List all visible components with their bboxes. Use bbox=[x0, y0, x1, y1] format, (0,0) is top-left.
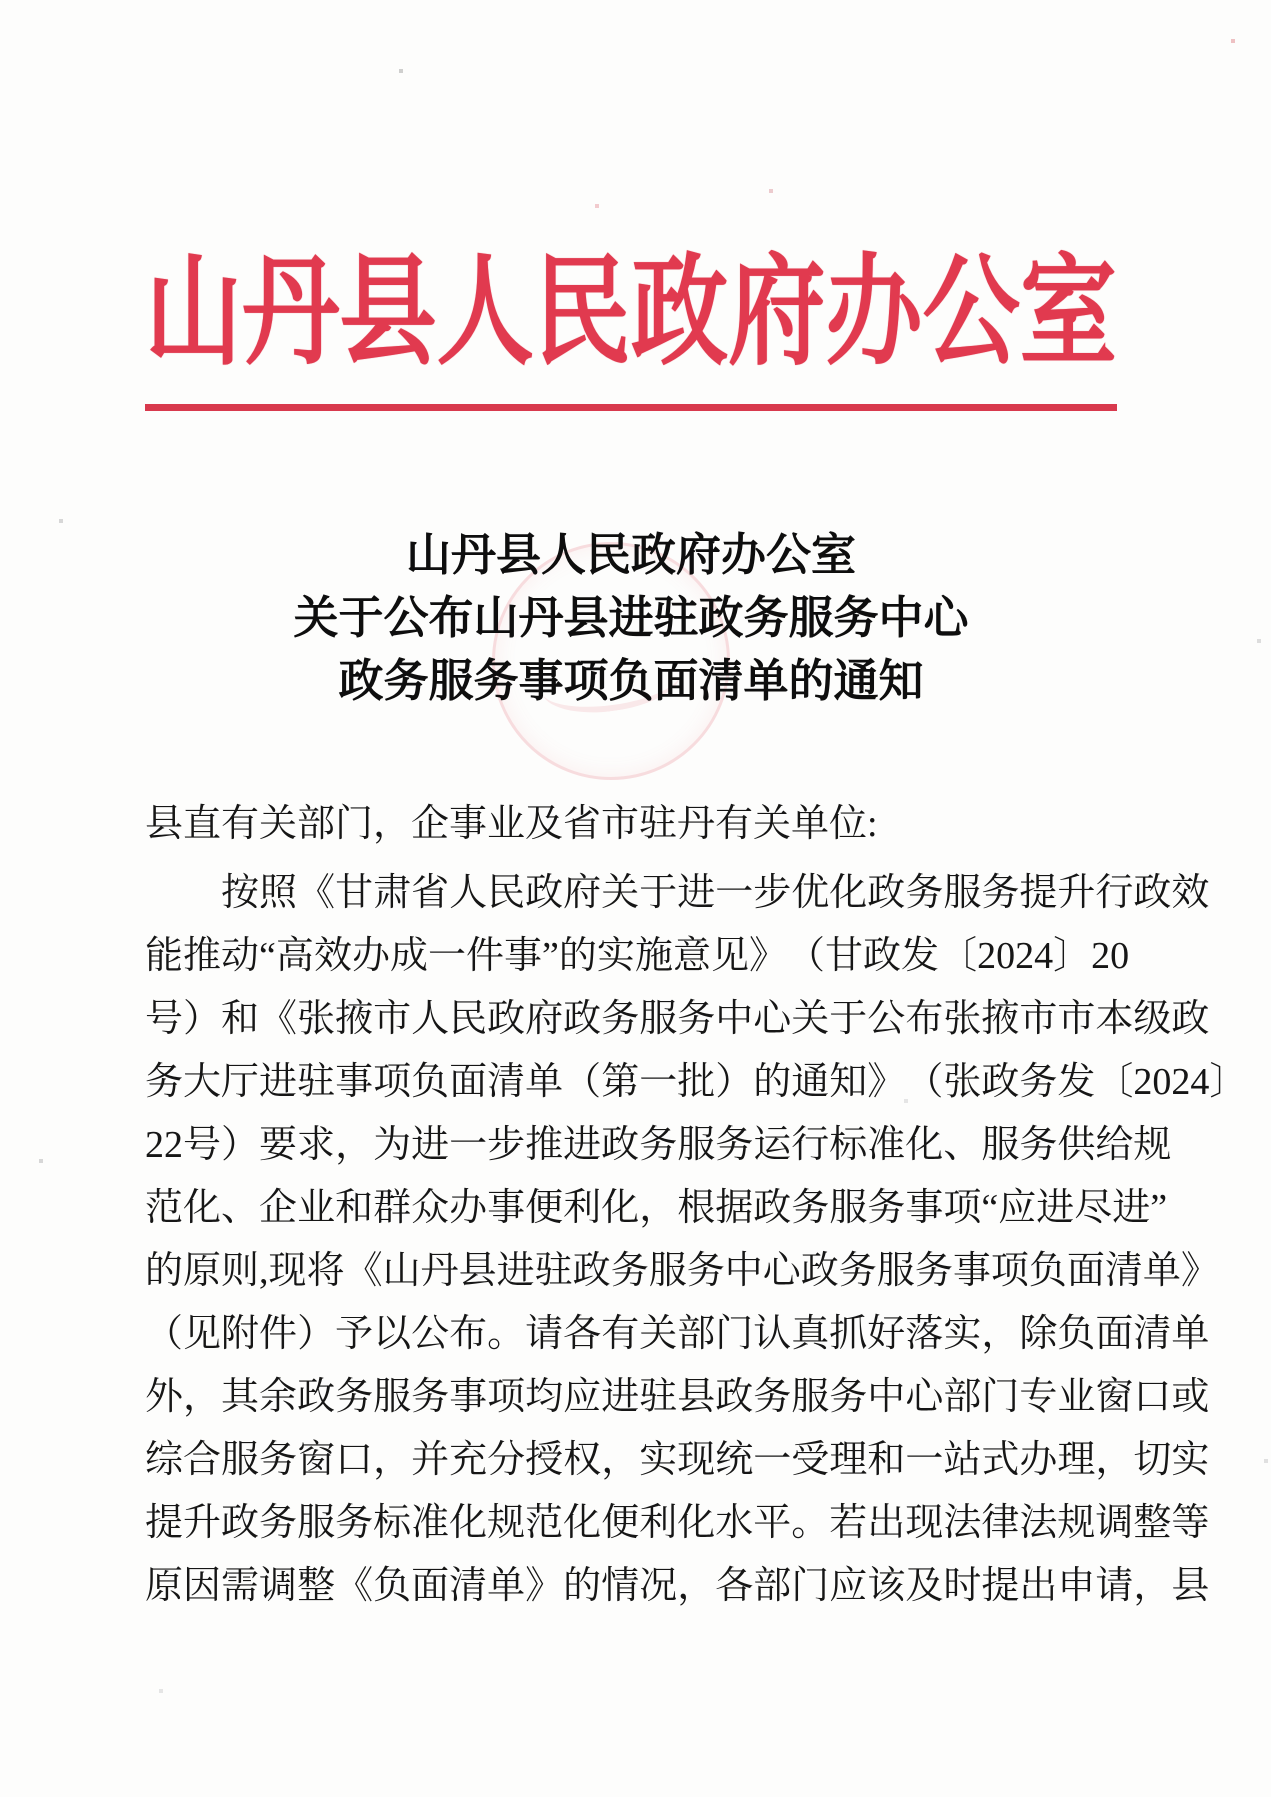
salutation-line: 县直有关部门，企事业及省市驻丹有关单位: bbox=[145, 803, 878, 845]
body-line: 范 化 、 企 业 和 群 众 办 事 便 利 化 ， 根 据 政 务 服 务 事 项 “ 应 进 尽 进 ” bbox=[145, 1187, 1168, 1229]
body-line: （ 见 附 件 ） 予 以 公 布 。 请 各 有 关 部 门 认 真 抓 好 落 实 ， 除 负 面 清 单 bbox=[145, 1313, 1210, 1355]
body-line: 原 因 需 调 整 《 负 面 清 单 》 的 情 况 ， 各 部 门 应 该 及 时 提 出 申 请 ， 县 bbox=[145, 1565, 1210, 1607]
body-line: 号 ） 和 《 张 掖 市 人 民 政 府 政 务 服 务 中 心 关 于 公 布 张 掖 市 市 本 级 政 bbox=[145, 998, 1210, 1040]
letterhead-title: 山丹县人民政府办公室 bbox=[145, 246, 1117, 379]
red-divider-line bbox=[145, 404, 1117, 411]
body-line: 的 原 则 , 现 将 《 山 丹 县 进 驻 政 务 服 务 中 心 政 务 服 务 事 项 负 面 清 单 》 bbox=[145, 1250, 1219, 1292]
body-line: 22 号 ） 要 求 ， 为 进 一 步 推 进 政 务 服 务 运 行 标 准 化 、 服 务 供 给 规 bbox=[145, 1124, 1172, 1166]
body-line: 提 升 政 务 服 务 标 准 化 规 范 化 便 利 化 水 平 。 若 出 现 法 律 法 规 调 整 等 bbox=[145, 1502, 1210, 1544]
body-line: 能 推 动 “ 高 效 办 成 一 件 事 ” 的 实 施 意 见 》 （ 甘 政 发 〔 2024 〕 20 bbox=[145, 935, 1130, 977]
document-title-line-3: 政务服务事项负面清单的通知 bbox=[338, 656, 924, 706]
scan-noise-specks bbox=[0, 0, 2, 2]
document-title-line-1: 山丹县人民政府办公室 bbox=[405, 530, 856, 580]
document-title-line-2: 关于公布山丹县进驻政务服务中心 bbox=[293, 593, 969, 643]
body-line: 务 大 厅 进 驻 事 项 负 面 清 单 （ 第 一 批 ） 的 通 知 》 （ 张 政 务 发 〔 2024 〕 bbox=[145, 1061, 1248, 1103]
letterhead-banner bbox=[145, 248, 1117, 382]
body-line: 外 ， 其 余 政 务 服 务 事 项 均 应 进 驻 县 政 务 服 务 中 心 部 门 专 业 窗 口 或 bbox=[145, 1376, 1210, 1418]
body-line: 按 照 《 甘 肃 省 人 民 政 府 关 于 进 一 步 优 化 政 务 服 务 提 升 行 政 效 bbox=[221, 872, 1210, 914]
body-paragraph bbox=[145, 862, 1248, 1618]
document-title bbox=[145, 524, 1117, 713]
body-line: 综 合 服 务 窗 口 ， 并 充 分 授 权 ， 实 现 统 一 受 理 和 一 站 式 办 理 ， 切 实 bbox=[145, 1439, 1210, 1481]
